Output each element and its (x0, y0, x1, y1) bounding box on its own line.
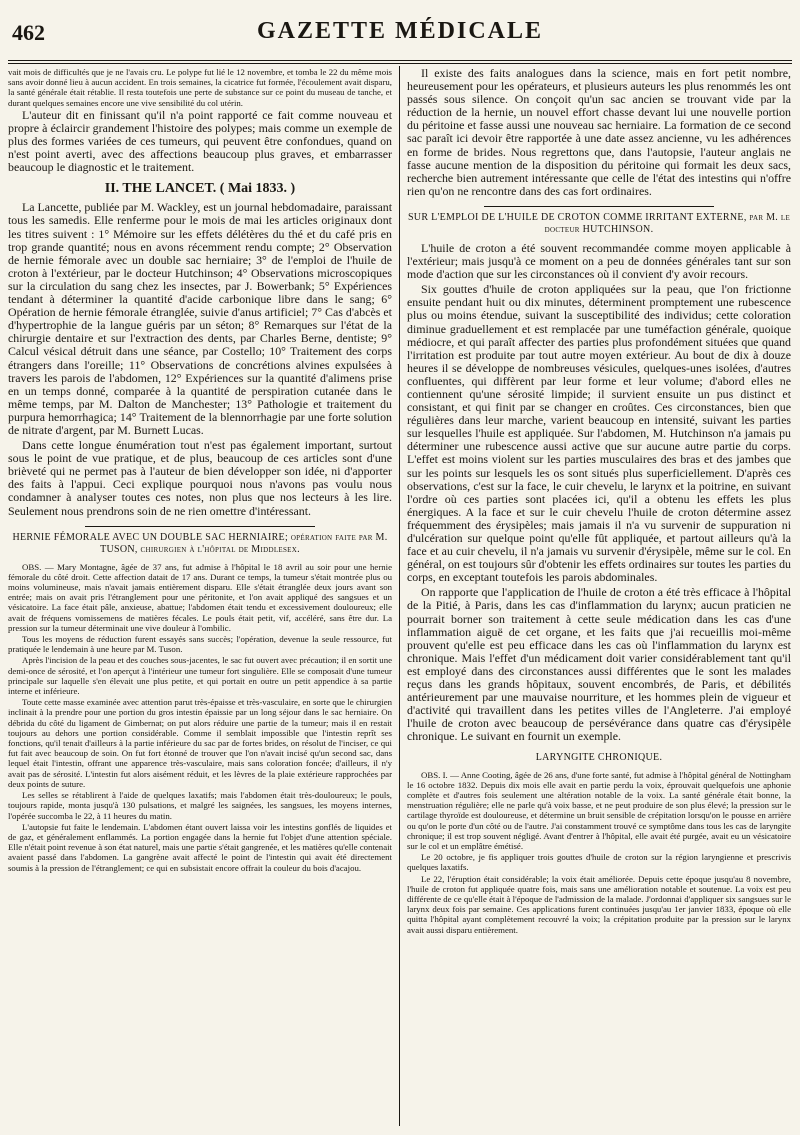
paragraph: Six gouttes d'huile de croton appliquées sur la peau, que l'on frictionne ensuite pendant huit ou dix minutes, déterminent promptement une rubescence plus ou moins étendue, suivant la susceptibilité des individus; cette coloration diminue graduellement et est remplacée par une tuméfaction générale, quoique médiocre, et qui paraît affecter des parties plus profondément situées que quand l'irritation est produite par tout autre moyen extérieur. Au bout de dix à douze heures il se développe de nombreuses vésicules, quelques-unes isolées, d'autres confluentes, qui diffèrent par leur forme et leur volume; d'abord elles ne contiennent qu'une sérosité limpide; il survient ensuite un pus distinct et consistant, et qui finit par se changer en croûtes. Ces circonstances, bien que régulières dans leur marche, varient beaucoup en intensité, suivant les parties sur lesquelles l'huile est appliquée. Sur l'abdomen, M. Hutchinson n'a jamais pu déterminer une rubescence aussi active que sur aucune autre partie du corps. L'effet est moins violent sur les parties musculaires des bras et des jambes que sur les points sur lesquels les os sont situés plus superficiellement. D'après ces observations, c'est sur la face, le cuir chevelu, le larynx et la poitrine, en suivant l'ordre où ces parties sont placées ici, qu'il a obtenu les effets les plus énergiques. A la face et sur le cuir chevelu l'huile de croton détermine assez fréquemment des érysipèles; mais jamais il n'a vu survenir de suppuration ni d'ulcération sur quelque point qu'elle fût appliquée, et partout ailleurs qu'à la face et au cuir chevelu, il n'a jamais vu survenir d'érysipèle, même sur le col. En général, on est toujours sûr d'obtenir les effets ordinaires sur toutes les parties du corps, en exceptant toutefois les parois abdominales. (407, 282, 791, 585)
article-title (407, 206, 791, 236)
observation-paragraph: Le 22, l'éruption était considérable; la voix était améliorée. Depuis cette époque jusqu'au 8 novembre, l'huile de croton fut appliquée quatre fois, mais sans une amélioration notable et soutenue. La voix est peu différente de ce qu'elle était à l'époque de l'admission de la malade. J'ordonnai d'appliquer six sangsues sur le larynx deux fois par semaine. Ces applications furent continuées jusqu'au 1er janvier 1833, époque où elle quitta l'hôpital ayant complètement recouvré la voix; la crépitation produite par la pression sur le larynx avait aussi disparu entièrement. (407, 873, 791, 935)
paragraph: Il existe des faits analogues dans la science, mais en fort petit nombre, heureusement pour les opérateurs, et plusieurs auteurs les plus renommés les ont passés sous silence. On conçoit qu'un sac ancien se trouvant vide par la réduction de la hernie, un nouvel effort chasse devant lui une nouvelle portion du péritoine et fasse aussi une nouveau sac herniaire. La formation de ce second sac paraît ici devoir être rapportée à une date assez ancienne, vu les adhérences en forme de brides. Nous regrettons que, dans l'autopsie, l'auteur anglais ne fasse aucune mention de la disposition du péritoine qui formait les deux sacs, recherche bien autrement intéressante que celle de l'état des intestins qui n'offre rien qu'on ne rencontre dans des cas fort ordinaires. (407, 67, 791, 198)
header-rule-thin (8, 63, 792, 64)
paragraph: L'huile de croton a été souvent recommandée comme moyen applicable à l'extérieur; mais jusqu'à ce moment on a peu de données générales tant sur son mode d'action que sur les circonstances où il convient d'y avoir recours. (407, 240, 791, 282)
paragraph: Dans cette longue énumération tout n'est pas également important, surtout sous le point de vue pratique, et de plus, beaucoup de ces articles sont d'une brièveté qui ne permet pas à l'auteur de bien développer son idée, ni d'apporter des faits à l'appui. Ceci explique pourquoi nous n'avons pas voulu nous condamner à analyser toutes ces notes, non plus que nos lecteurs à les lire. Seulement nous prendrons soin de ne rien omettre d'intéressant. (8, 438, 392, 518)
article-title (8, 526, 392, 556)
article-title-text: SUR L'EMPLOI DE L'HUILE DE CROTON COMME IRRITANT EXTERNE, par M. le docteur HUTCHINSON. (407, 211, 791, 235)
header-rule (8, 60, 792, 61)
left-column (8, 67, 392, 1127)
intro-paragraph: vait mois de difficultés que je ne l'avais cru. Le polype fut lié le 12 novembre, et tomba le 22 du même mois sans avoir donné lieu à aucun accident. En trois semaines, la cicatrice fut formée, l'écoulement avait disparu, la santé générale était rétablie. Il resta toutefois une perte de substance sur ce point du museau de tanche, et durant quelques semaines encore une vive sensibilité du col utérin. (8, 67, 392, 108)
page-header (8, 18, 792, 48)
observation-paragraph: Le 20 octobre, je fis appliquer trois gouttes d'huile de croton sur la région laryngienne et prescrivis quelques laxatifs. (407, 852, 791, 873)
paragraph: L'auteur dit en finissant qu'il n'a point rapporté ce fait comme nouveau et propre à éclaircir grandement l'histoire des polypes; mais comme un exemple de plus des formes variées de ces tumeurs, qui peuvent être confondues, quand on n'est point averti, avec des affections beaucoup plus graves, et embarrasser beaucoup le diagnostic et le traitement. (8, 107, 392, 175)
column-divider (399, 66, 400, 1126)
title-rule (85, 526, 315, 527)
observation-paragraph: Les selles se rétablirent à l'aide de quelques laxatifs; mais l'abdomen était très-douloureux; le pouls, toujours rapide, monta jusqu'à 130 pulsations, et malgré les saignées, les sangsues, les moyens internes, l'opérée succomba le 22, à 11 heures du matin. (8, 790, 392, 821)
journal-title: GAZETTE MÉDICALE (256, 18, 544, 44)
observation-paragraph: OBS. I. — Anne Cooting, âgée de 26 ans, d'une forte santé, fut admise à l'hôpital général de Nottingham le 16 octobre 1832. Depuis dix mois elle avait en partie perdu la voix, éprouvait quelquefois une aphonie complète et d'autres fois seulement une altération notable de la voix. La santé générale était bonne, la menstruation régulière; elle ne parle qu'à voix basse, et ne peut produire de son plus élevé; la pression sur le cartilage thyroïde est douloureuse, et détermine un bruit sensible de crépitation lorsqu'on le pousse en arrière ou qu'on le porte d'un côté ou de l'autre. J'ai constamment trouvé ce symptôme dans tous les cas de laryngite chronique; il est trop souvent négligé. Avant d'entrer à l'hôpital, elle avait été purgée, avait eu un vésicatoire sur le col et un emplâtre émétisé. (407, 769, 791, 851)
subheading (407, 752, 791, 764)
paragraph: La Lancette, publiée par M. Wackley, est un journal hebdomadaire, paraissant tous les samedis. Elle renferme pour le mois de mai les articles originaux dont les titres suivent : 1° Mémoire sur les effets délétères du thé et du café pris en trop grande quantité; nous en avons récemment rendu compte; 2° Observation de hernie fémorale avec un double sac herniaire; 3° de l'emploi de l'huile de croton à l'extérieur, par le docteur Hutchinson; 4° Observations microscopiques sur la circulation du sang chez les insectes, par J. Bowerbank; 5° Expériences tendant à déterminer la quantité d'acide carbonique libre dans le sang; 6° Opération de hernie fémorale étranglée, suivie d'anus artificiel; 7° Cas d'abcès et d'hypertrophie de la langue guéris par un séton; 8° Remarques sur l'état de la chirurgie dentaire et sur l'extraction des dents, par Charles Berne, dentiste; 9° Calcul vésical détruit dans une séance, par Costello; 10° Traitement des corps étrangers dans l'oreille; 11° Observations de concrétions alvines expulsées à travers les parois de l'abdomen, 12° Expériences sur la quantité d'alimens prise en un temps donné, comparée à la quantité de perspiration cutanée dans le même temps, par M. Dalton de Manchester; 13° Pathologie et traitement du purpura hemorrhagica; 14° Traitement de la blennorrhagie par une forte solution de nitrate d'argent, par M. Burnett Lucas. (8, 200, 392, 437)
observation-paragraph: Tous les moyens de réduction furent essayés sans succès; l'opération, devenue la seule ressource, fut pratiquée le lendemain à une heure par M. Tuson. (8, 634, 392, 655)
page-number: 462 (12, 20, 45, 45)
observation-paragraph: Toute cette masse examinée avec attention parut très-épaisse et très-vasculaire, en sorte que le chirurgien inclinait à la prendre pour une portion du gros intestin épaissie par un long séjour dans le sac herniaire. On débrida du côté du ligament de Gimbernat; on put alors réduire une partie de la tumeur; mais il en restait toujours au dehors une portion considérable. Comme il semblait impossible que l'intestin reprît ses fonctions, qu'il tenait d'ailleurs à la partie inférieure du sac par de fortes brides, on résolut de l'inciser, ce qui fut fait avec beaucoup de soin. On fut fort étonné de trouver que l'on n'avait incisé qu'un second sac, dans lequel était l'intestin, offrant une apparence très-vasculaire, mais sans coloration foncée; d'ailleurs, il n'y avait pas de sérosité. L'intestin fut alors aisément réduit, et les lèvres de la plaie extérieure rapprochées par deux points de suture. (8, 697, 392, 789)
title-rule (484, 206, 714, 207)
paragraph: On rapporte que l'application de l'huile de croton a été très efficace à l'hôpital de la Pitié, à Paris, dans les cas d'inflammation du larynx; aucun praticien ne pourrait borner son traitement à cette seule médication dans les cas d'une inflammation aiguë de cet organe, et les faits que j'ai recueillis moi-même prouvent qu'elle est peu efficace dans les cas où l'inflammation du larynx est chronique. Mais l'effet d'un médicament doit varier considérablement tant qu'il est employé dans des circonstances aussi différentes que le sont les malades reçus dans les grands hôpitaux, souvent encombrés, de Paris, et débilités antérieurement par une mauvaise nourriture, et les hommes plein de vigueur et d'activité qui travaillent dans les petites villes de l'Angleterre. J'ai employé l'huile de croton avec beaucoup de persévérance dans quatre cas d'érysipèle chronique. Le suivant en fournit un exemple. (407, 585, 791, 744)
observation-paragraph: OBS. — Mary Montagne, âgée de 37 ans, fut admise à l'hôpital le 18 avril au soir pour une hernie fémorale du côté droit. Cette affection datait de 17 ans. Durant ce temps, la tumeur s'était montrée plus ou moins volumineuse, mais n'avait jamais entièrement disparu. Elle s'était étranglée deux jours avant son entrée; mais on avait pris l'étranglement pour une péritonite, et l'on avait appliqué des sangsues et un vésicatoire. La face était pâle, anxieuse, abattue; l'abdomen était tendu et excessivement douloureux; elle avait de fréquens vomissemens de matières fécales. Le pouls était petit, vif, accéléré, sans être dur. La pression sur la tumeur déterminait une vive douleur à l'ombilic. (8, 561, 392, 633)
section-heading: II. THE LANCET. ( Mai 1833. ) (104, 181, 296, 197)
observation-paragraph: Après l'incision de la peau et des couches sous-jacentes, le sac fut ouvert avec précaution; il en sortit une demi-once de sérosité, et l'on aperçut à l'intérieur une tumeur fort singulière. Elle se composait d'une tumeur principale sur laquelle s'en élevait une plus petite, et qui portait en outre un petit appendice à sa partie interne et inférieure. (8, 655, 392, 697)
observation-paragraph: L'autopsie fut faite le lendemain. L'abdomen étant ouvert laissa voir les intestins gonflés de liquides et de gaz, et généralement enflammés. La portion engagée dans la hernie fut l'objet d'une attention spéciale. Elle n'était point revenue à son état naturel, mais une partie s'était gangrenée, et les matières qu'elle contenait avaient passé dans l'abdomen. La gangrène avait affecté le point de l'intestin qui avait été directement soumis à la pression de l'étranglement; ce qui en subsistait encore offrait la couleur du bois d'acajou. (8, 821, 392, 873)
right-column (407, 67, 791, 1127)
subheading-text: LARYNGITE CHRONIQUE. (535, 751, 663, 763)
article-title-text: HERNIE FÉMORALE AVEC UN DOUBLE SAC HERNIAIRE; opération faite par M. TUSON, chirurgien à l'hôpital de Middlesex. (12, 531, 388, 555)
